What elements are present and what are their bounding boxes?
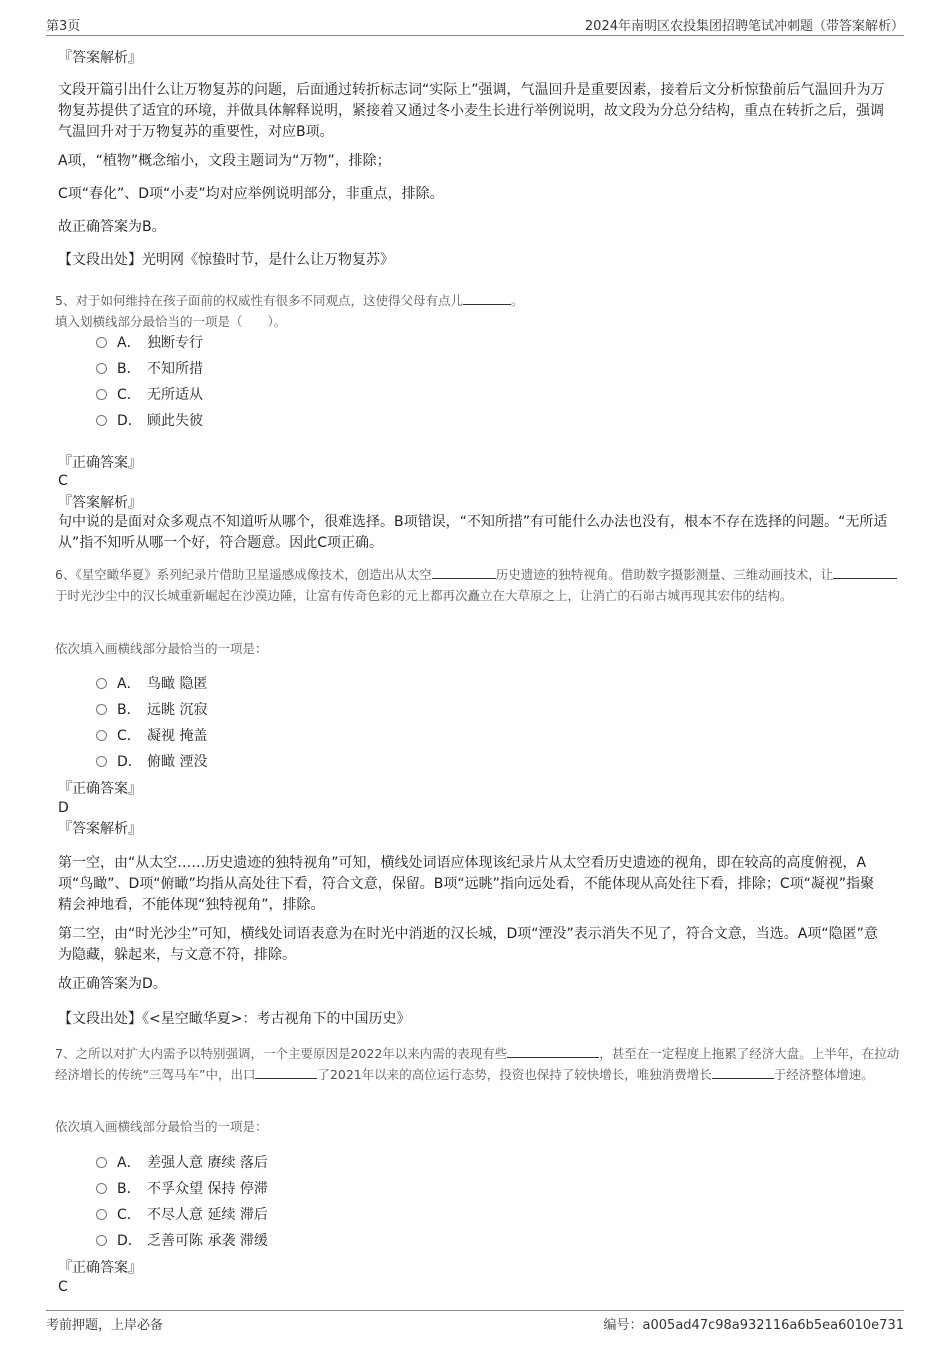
prev-source: 【文段出处】光明网《惊蛰时节，是什么让万物复苏》 <box>58 252 394 268</box>
radio-icon[interactable] <box>96 678 107 689</box>
prev-analysis-paragraph-2: A项，“植物”概念缩小，文段主题词为“万物”，排除； <box>58 153 391 169</box>
option-text: 凝视 掩盖 <box>147 728 208 744</box>
option-text: 独断专行 <box>147 335 203 351</box>
prev-conclusion: 故正确答案为B。 <box>58 219 166 235</box>
q6-analysis-label: 『答案解析』 <box>58 821 142 837</box>
option-letter: D． <box>117 1233 142 1249</box>
radio-icon[interactable] <box>96 730 107 741</box>
radio-icon[interactable] <box>96 1209 107 1220</box>
q6-stem-text-2: 历史遗迹的独特视角。借助数字摄影测量、三维动画技术，让 <box>495 567 834 582</box>
radio-icon[interactable] <box>96 704 107 715</box>
q7-answer-label: 『正确答案』 <box>58 1260 142 1276</box>
q7-blank-1 <box>507 1045 599 1058</box>
radio-icon[interactable] <box>96 1157 107 1168</box>
q5-option-b[interactable] <box>96 359 203 379</box>
option-text: 不尽人意 延续 滞后 <box>147 1207 268 1223</box>
option-letter: C． <box>117 387 141 403</box>
page-number: 第3页 <box>46 19 81 34</box>
q6-option-b[interactable] <box>96 700 207 720</box>
option-text: 顾此失彼 <box>147 413 203 429</box>
q5-stem <box>55 290 895 311</box>
footer-rule <box>46 1310 904 1311</box>
q5-option-c[interactable] <box>96 385 203 405</box>
q7-stem-text-2: ，甚至在一定程度上拖累了经济大盘。上半年，在拉动经济增长的传统“三驾马车”中，出口 <box>55 1046 900 1082</box>
q6-stem-text-3: 于时光沙尘中的汉长城重新崛起在沙漠边陲，让富有传奇色彩的元上都再次矗立在大草原之上，让消亡的石峁古城再现其宏伟的结构。 <box>55 588 793 603</box>
q6-stem <box>55 564 900 606</box>
option-letter: D． <box>117 413 142 429</box>
q6-answer-label: 『正确答案』 <box>58 781 142 797</box>
q7-blank-2 <box>255 1066 317 1079</box>
q5-answer: C <box>58 473 68 489</box>
q7-option-a[interactable] <box>96 1153 268 1173</box>
footer-serial: 编号：a005ad47c98a932116a6b5ea6010e731 <box>603 1318 904 1333</box>
q7-stem-text-3: 了2021年以来的高位运行态势，投资也保持了较快增长，唯独消费增长 <box>317 1067 712 1082</box>
q6-source: 【文段出处】《<星空瞰华夏>：考古视角下的中国历史》 <box>58 1011 411 1027</box>
q6-option-c[interactable] <box>96 726 207 746</box>
footer-slogan: 考前押题，上岸必备 <box>46 1318 164 1333</box>
q7-answer: C <box>58 1279 68 1295</box>
document-title: 2024年南明区农投集团招聘笔试冲刺题（带答案解析） <box>584 19 904 34</box>
option-letter: A． <box>117 1155 141 1171</box>
q6-option-a[interactable] <box>96 674 207 694</box>
option-text: 鸟瞰 隐匿 <box>147 676 208 692</box>
q6-prompt: 依次填入画横线部分最恰当的一项是： <box>55 641 268 656</box>
q6-analysis-paragraph-2: 第二空，由“时光沙尘”可知，横线处词语表意为在时光中消逝的汉长城，D项“湮没”表示消失不见了，符合文意，当选。A项“隐匿”意为隐藏，躲起来，与文意不符，排除。 <box>58 926 878 963</box>
q5-answer-label: 『正确答案』 <box>58 455 142 471</box>
q7-option-d[interactable] <box>96 1231 268 1251</box>
option-letter: C． <box>117 1207 141 1223</box>
radio-icon[interactable] <box>96 363 107 374</box>
q5-analysis-label: 『答案解析』 <box>58 495 142 511</box>
option-letter: B． <box>117 1181 141 1197</box>
q6-blank-1 <box>432 566 496 579</box>
q6-stem-text-1: 6、《星空瞰华夏》系列纪录片借助卫星遥感成像技术，创造出从太空 <box>55 567 432 582</box>
q7-option-c[interactable] <box>96 1205 268 1225</box>
prev-analysis-paragraph-3: C项“春化”、D项“小麦”均对应举例说明部分，非重点，排除。 <box>58 186 444 202</box>
q7-stem-text-4: 于经济整体增速。 <box>773 1067 874 1082</box>
prev-analysis-paragraph-1: 文段开篇引出什么让万物复苏的问题，后面通过转折标志词“实际上”强调，气温回升是重要因素，接着后文分析惊蛰前后气温回升为万物复苏提供了适宜的环境，并做具体解释说明，紧接着又通过冬小麦生长进行举例说明，故文段为分总分结构，重点在转折之后，强调气温回升对于万物复苏的重要性，对应B项。 <box>58 82 885 140</box>
q6-conclusion: 故正确答案为D。 <box>58 976 167 992</box>
q5-option-d[interactable] <box>96 411 203 431</box>
q5-stem-end: 。 <box>510 293 524 308</box>
option-text: 差强人意 赓续 落后 <box>147 1155 268 1171</box>
q7-stem <box>55 1043 900 1085</box>
option-text: 远眺 沉寂 <box>147 702 208 718</box>
radio-icon[interactable] <box>96 1183 107 1194</box>
option-text: 不孚众望 保持 停滞 <box>147 1181 268 1197</box>
option-text: 无所适从 <box>147 387 203 403</box>
option-letter: D． <box>117 754 142 770</box>
q7-prompt: 依次填入画横线部分最恰当的一项是： <box>55 1119 268 1134</box>
q7-option-b[interactable] <box>96 1179 268 1199</box>
option-text: 乏善可陈 承袭 滞缓 <box>147 1233 268 1249</box>
option-text: 俯瞰 湮没 <box>147 754 208 770</box>
q7-stem-text-1: 7、之所以对扩大内需予以特别强调，一个主要原因是2022年以来内需的表现有些 <box>55 1046 508 1061</box>
option-letter: B． <box>117 361 141 377</box>
radio-icon[interactable] <box>96 389 107 400</box>
q6-blank-2 <box>833 566 897 579</box>
radio-icon[interactable] <box>96 756 107 767</box>
q6-option-d[interactable] <box>96 752 207 772</box>
radio-icon[interactable] <box>96 1235 107 1246</box>
radio-icon[interactable] <box>96 337 107 348</box>
header-rule <box>46 35 904 36</box>
q5-prompt: 填入划横线部分最恰当的一项是（ ）。 <box>55 314 287 329</box>
option-letter: C． <box>117 728 141 744</box>
option-letter: B． <box>117 702 141 718</box>
radio-icon[interactable] <box>96 415 107 426</box>
q5-option-a[interactable] <box>96 333 203 353</box>
option-letter: A． <box>117 335 141 351</box>
q5-stem-text: 5、对于如何维持在孩子面前的权威性有很多不同观点，这使得父母有点儿 <box>55 293 463 308</box>
prev-analysis-label: 『答案解析』 <box>58 50 142 66</box>
option-letter: A． <box>117 676 141 692</box>
q5-analysis: 句中说的是面对众多观点不知道听从哪个，很难选择。B项错误，“不知所措”有可能什么办法也没有，根本不存在选择的问题。“无所适从”指不知听从哪一个好，符合题意。因此C项正确。 <box>58 514 888 551</box>
q5-blank <box>463 292 511 305</box>
q7-blank-3 <box>712 1066 774 1079</box>
q6-analysis-paragraph-1: 第一空，由“从太空……历史遗迹的独特视角”可知，横线处词语应体现该纪录片从太空看历史遗迹的视角，即在较高的高度俯视，A项“鸟瞰”、D项“俯瞰”均指从高处往下看，符合文意，保留。B项“远眺”指向远处看，不能体现从高处往下看，排除；C项“凝视”指聚精会神地看，不能体现“独特视角”，排除。 <box>58 855 875 913</box>
q6-answer: D <box>58 800 69 816</box>
option-text: 不知所措 <box>147 361 203 377</box>
